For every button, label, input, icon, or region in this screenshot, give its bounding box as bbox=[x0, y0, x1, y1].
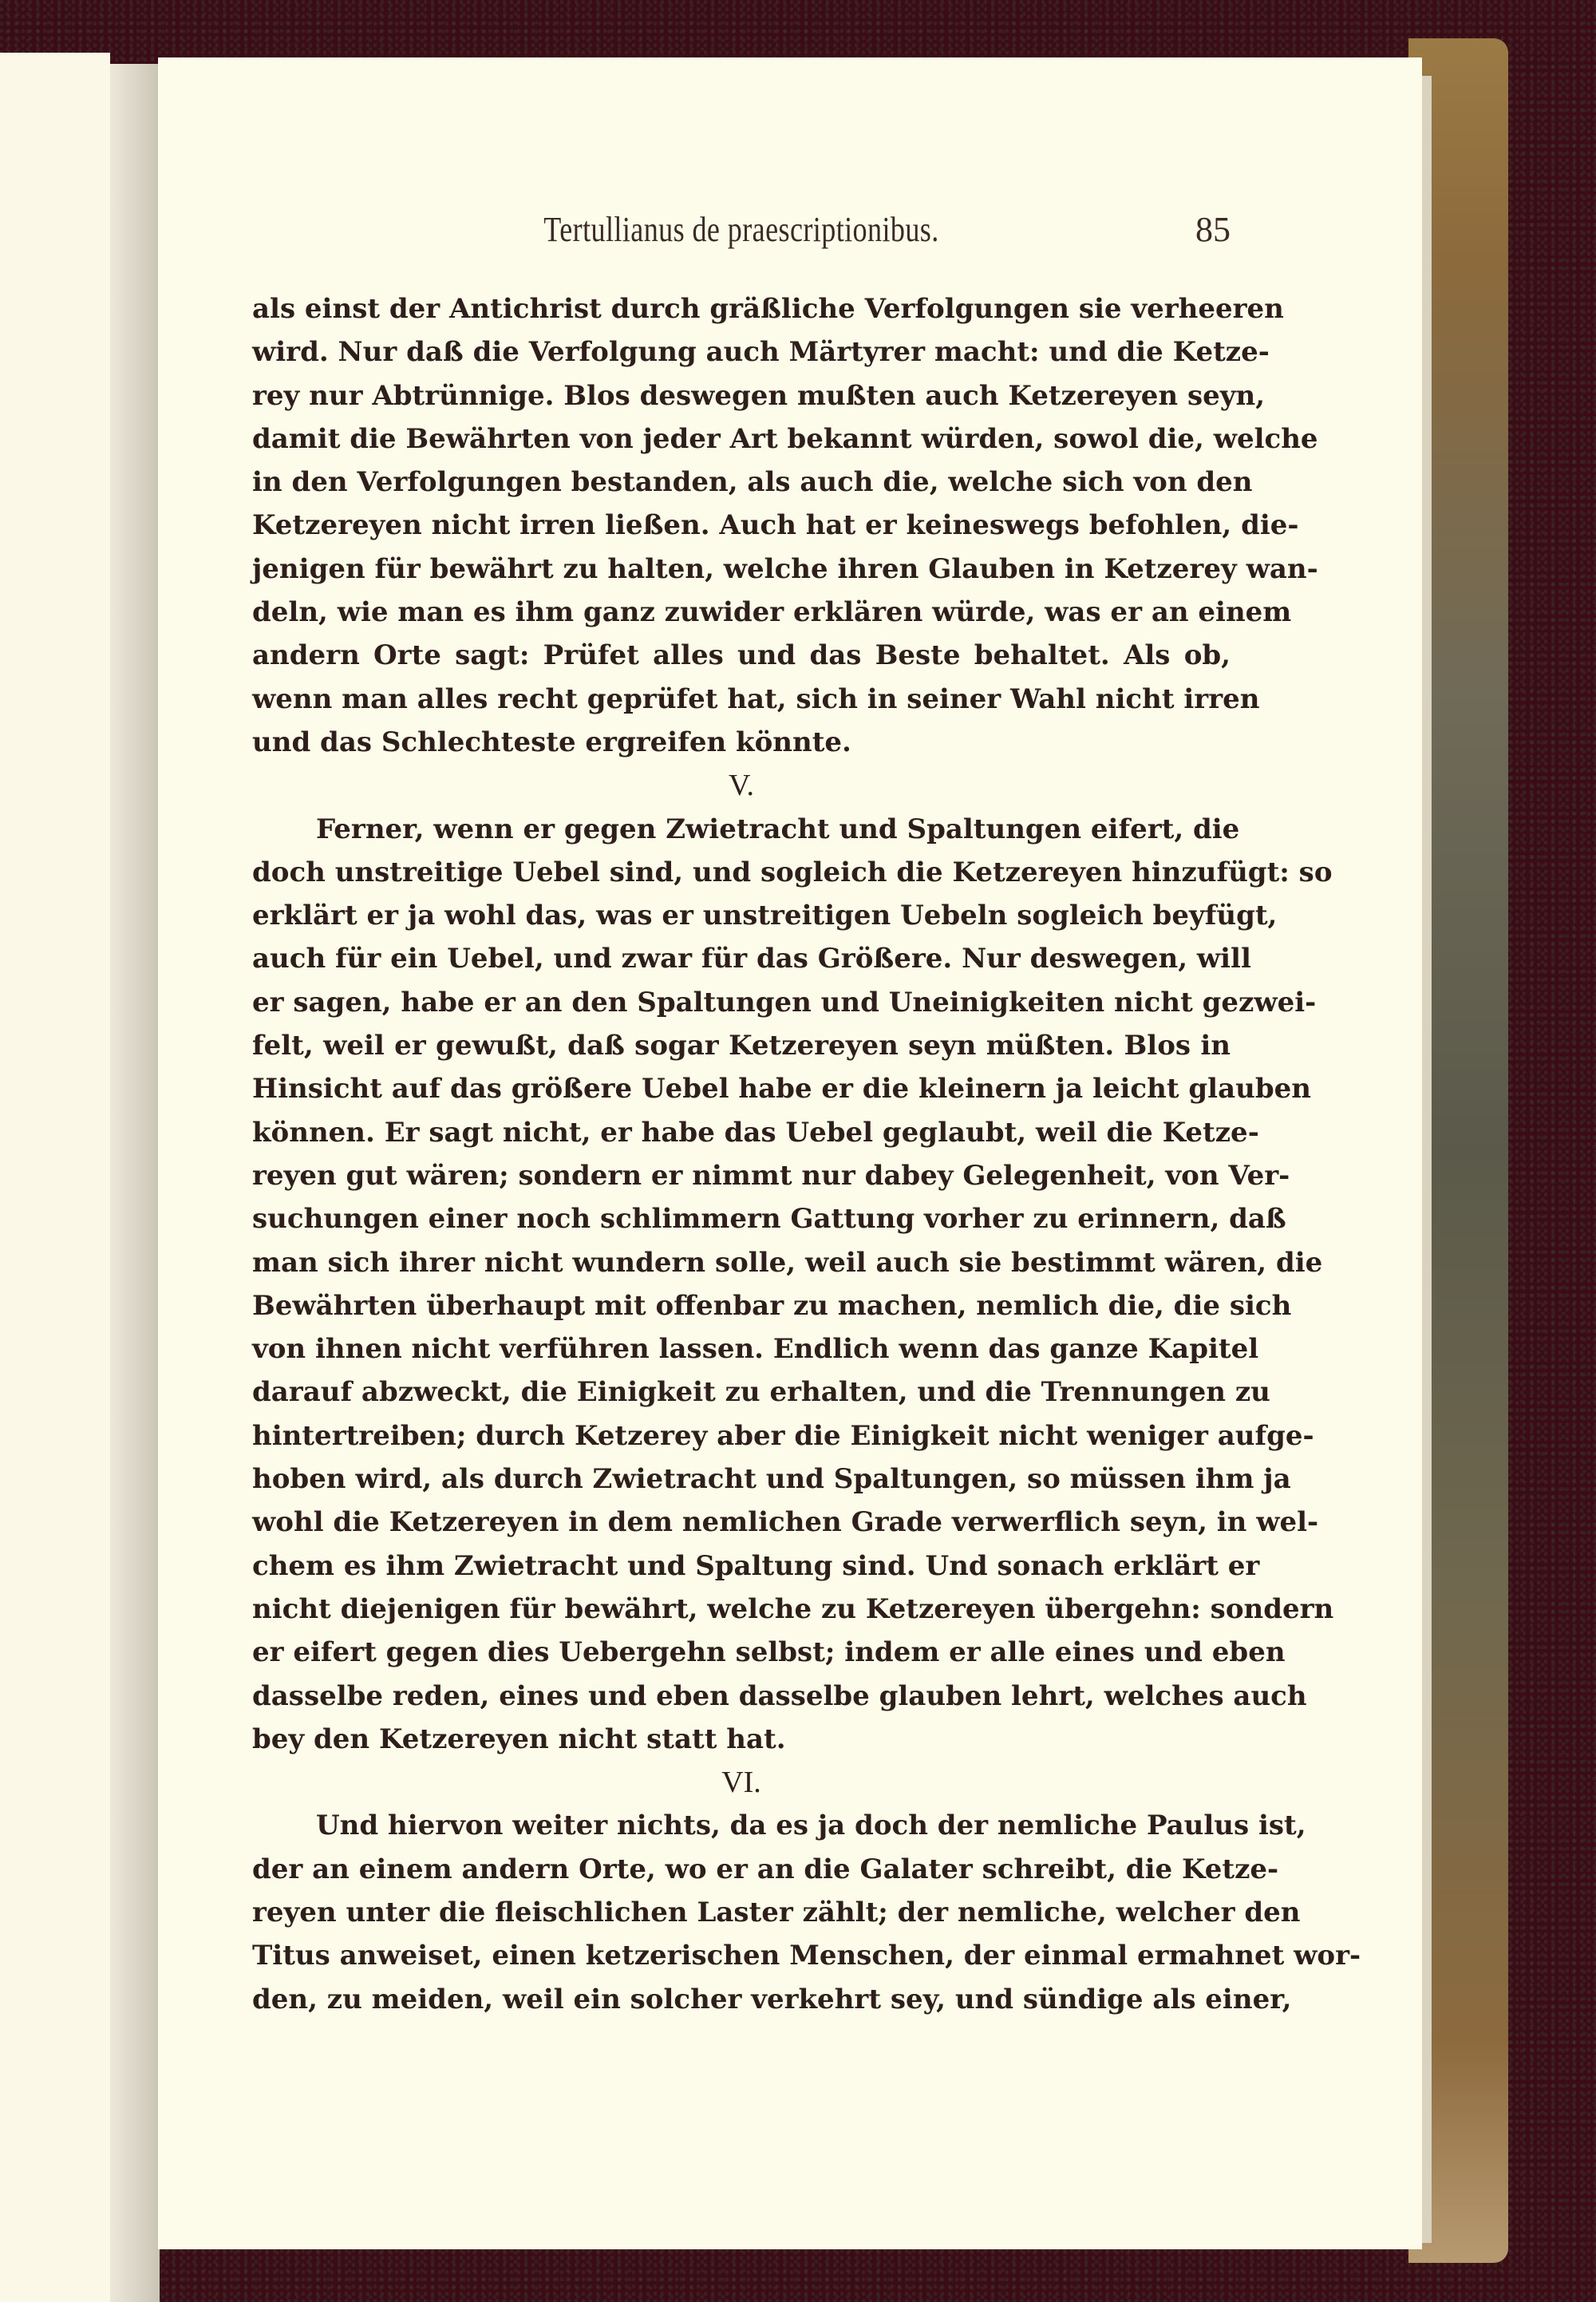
text-line: Titus anweiset, einen ketzerischen Menschen, der einmal ermahnet wor- bbox=[252, 1940, 1361, 1972]
running-header bbox=[252, 209, 1231, 254]
text-line: wird. Nur daß die Verfolgung auch Märtyrer macht: und die Ketze- bbox=[252, 336, 1270, 369]
book-gutter bbox=[110, 64, 160, 2302]
text-line: Hinsicht auf das größere Uebel habe er die kleinern ja leicht glauben bbox=[252, 1073, 1311, 1106]
section-heading: V. bbox=[728, 769, 755, 803]
text-line: auch für ein Uebel, und zwar für das Größere. Nur deswegen, will bbox=[252, 943, 1251, 975]
text-line: von ihnen nicht verführen lassen. Endlich wenn das ganze Kapitel bbox=[252, 1333, 1259, 1366]
text-line: darauf abzweckt, die Einigkeit zu erhalten, und die Trennungen zu bbox=[252, 1376, 1270, 1409]
text-line: deln, wie man es ihm ganz zuwider erklären würde, was er an einem bbox=[252, 596, 1292, 629]
text-line: bey den Ketzereyen nicht statt hat. bbox=[252, 1723, 786, 1755]
facing-left-page bbox=[0, 53, 110, 2302]
text-line: wenn man alles recht geprüfet hat, sich in seiner Wahl nicht irren bbox=[252, 682, 1260, 715]
text-line: wohl die Ketzereyen in dem nemlichen Grade verwerflich seyn, in wel- bbox=[252, 1506, 1319, 1539]
text-line: hoben wird, als durch Zwietracht und Spaltungen, so müssen ihm ja bbox=[252, 1463, 1291, 1496]
text-line: andern Orte sagt: Prüfet alles und das Beste behaltet. Als ob, bbox=[252, 639, 1231, 672]
text-line: chem es ihm Zwietracht und Spaltung sind. Und sonach erklärt er bbox=[252, 1549, 1260, 1582]
text-line: reyen unter die fleischlichen Laster zählt; der nemliche, welcher den bbox=[252, 1896, 1301, 1928]
text-line: nicht diejenigen für bewährt, welche zu Ketzereyen übergehn: sondern bbox=[252, 1592, 1334, 1625]
text-line: Ferner, wenn er gegen Zwietracht und Spaltungen eifert, die bbox=[316, 813, 1240, 845]
text-line: der an einem andern Orte, wo er an die Galater schreibt, die Ketze- bbox=[252, 1853, 1279, 1885]
page-stack-edge bbox=[1420, 76, 1432, 2243]
text-line: hintertreiben; durch Ketzerey aber die Einigkeit nicht weniger aufge- bbox=[252, 1419, 1314, 1452]
text-line: Bewährten überhaupt mit offenbar zu machen, nemlich die, die sich bbox=[252, 1289, 1292, 1322]
text-line: damit die Bewährten von jeder Art bekannt würden, sowol die, welche bbox=[252, 422, 1318, 455]
text-line: suchungen einer noch schlimmern Gattung vorher zu erinnern, daß bbox=[252, 1203, 1286, 1236]
text-line: und das Schlechteste ergreifen könnte. bbox=[252, 726, 851, 758]
text-line: man sich ihrer nicht wundern solle, weil auch sie bestimmt wären, die bbox=[252, 1246, 1323, 1279]
text-line: doch unstreitige Uebel sind, und sogleich die Ketzereyen hinzufügt: so bbox=[252, 856, 1333, 888]
section-heading: VI. bbox=[721, 1766, 761, 1800]
text-line: dasselbe reden, eines und eben dasselbe glauben lehrt, welches auch bbox=[252, 1679, 1307, 1712]
page-number: 85 bbox=[1195, 210, 1231, 249]
text-line: rey nur Abtrünnige. Blos deswegen mußten auch Ketzereyen seyn, bbox=[252, 379, 1266, 412]
text-line: Und hiervon weiter nichts, da es ja doch der nemliche Paulus ist, bbox=[316, 1810, 1306, 1842]
text-line: als einst der Antichrist durch gräßliche Verfolgungen sie verheeren bbox=[252, 293, 1284, 325]
text-line: jenigen für bewährt zu halten, welche ihren Glauben in Ketzerey wan- bbox=[252, 552, 1318, 585]
text-line: erklärt er ja wohl das, was er unstreitigen Uebeln sogleich beyfügt, bbox=[252, 900, 1278, 932]
text-line: in den Verfolgungen bestanden, als auch die, welche sich von den bbox=[252, 466, 1253, 499]
text-line: Ketzereyen nicht irren ließen. Auch hat er keineswegs befohlen, die- bbox=[252, 509, 1299, 542]
running-title: Tertullianus de praescriptionibus. bbox=[543, 210, 939, 249]
body-text bbox=[252, 287, 1361, 2021]
text-line: felt, weil er gewußt, daß sogar Ketzereyen seyn müßten. Blos in bbox=[252, 1030, 1231, 1062]
text-line: er eifert gegen dies Uebergehn selbst; indem er alle eines und eben bbox=[252, 1636, 1286, 1669]
text-line: er sagen, habe er an den Spaltungen und Uneinigkeiten nicht gezwei- bbox=[252, 986, 1317, 1018]
text-line: reyen gut wären; sondern er nimmt nur dabey Gelegenheit, von Ver- bbox=[252, 1159, 1290, 1192]
text-line: den, zu meiden, weil ein solcher verkehrt sey, und sündige als einer, bbox=[252, 1983, 1292, 2015]
text-line: können. Er sagt nicht, er habe das Uebel geglaubt, weil die Ketze- bbox=[252, 1116, 1259, 1149]
